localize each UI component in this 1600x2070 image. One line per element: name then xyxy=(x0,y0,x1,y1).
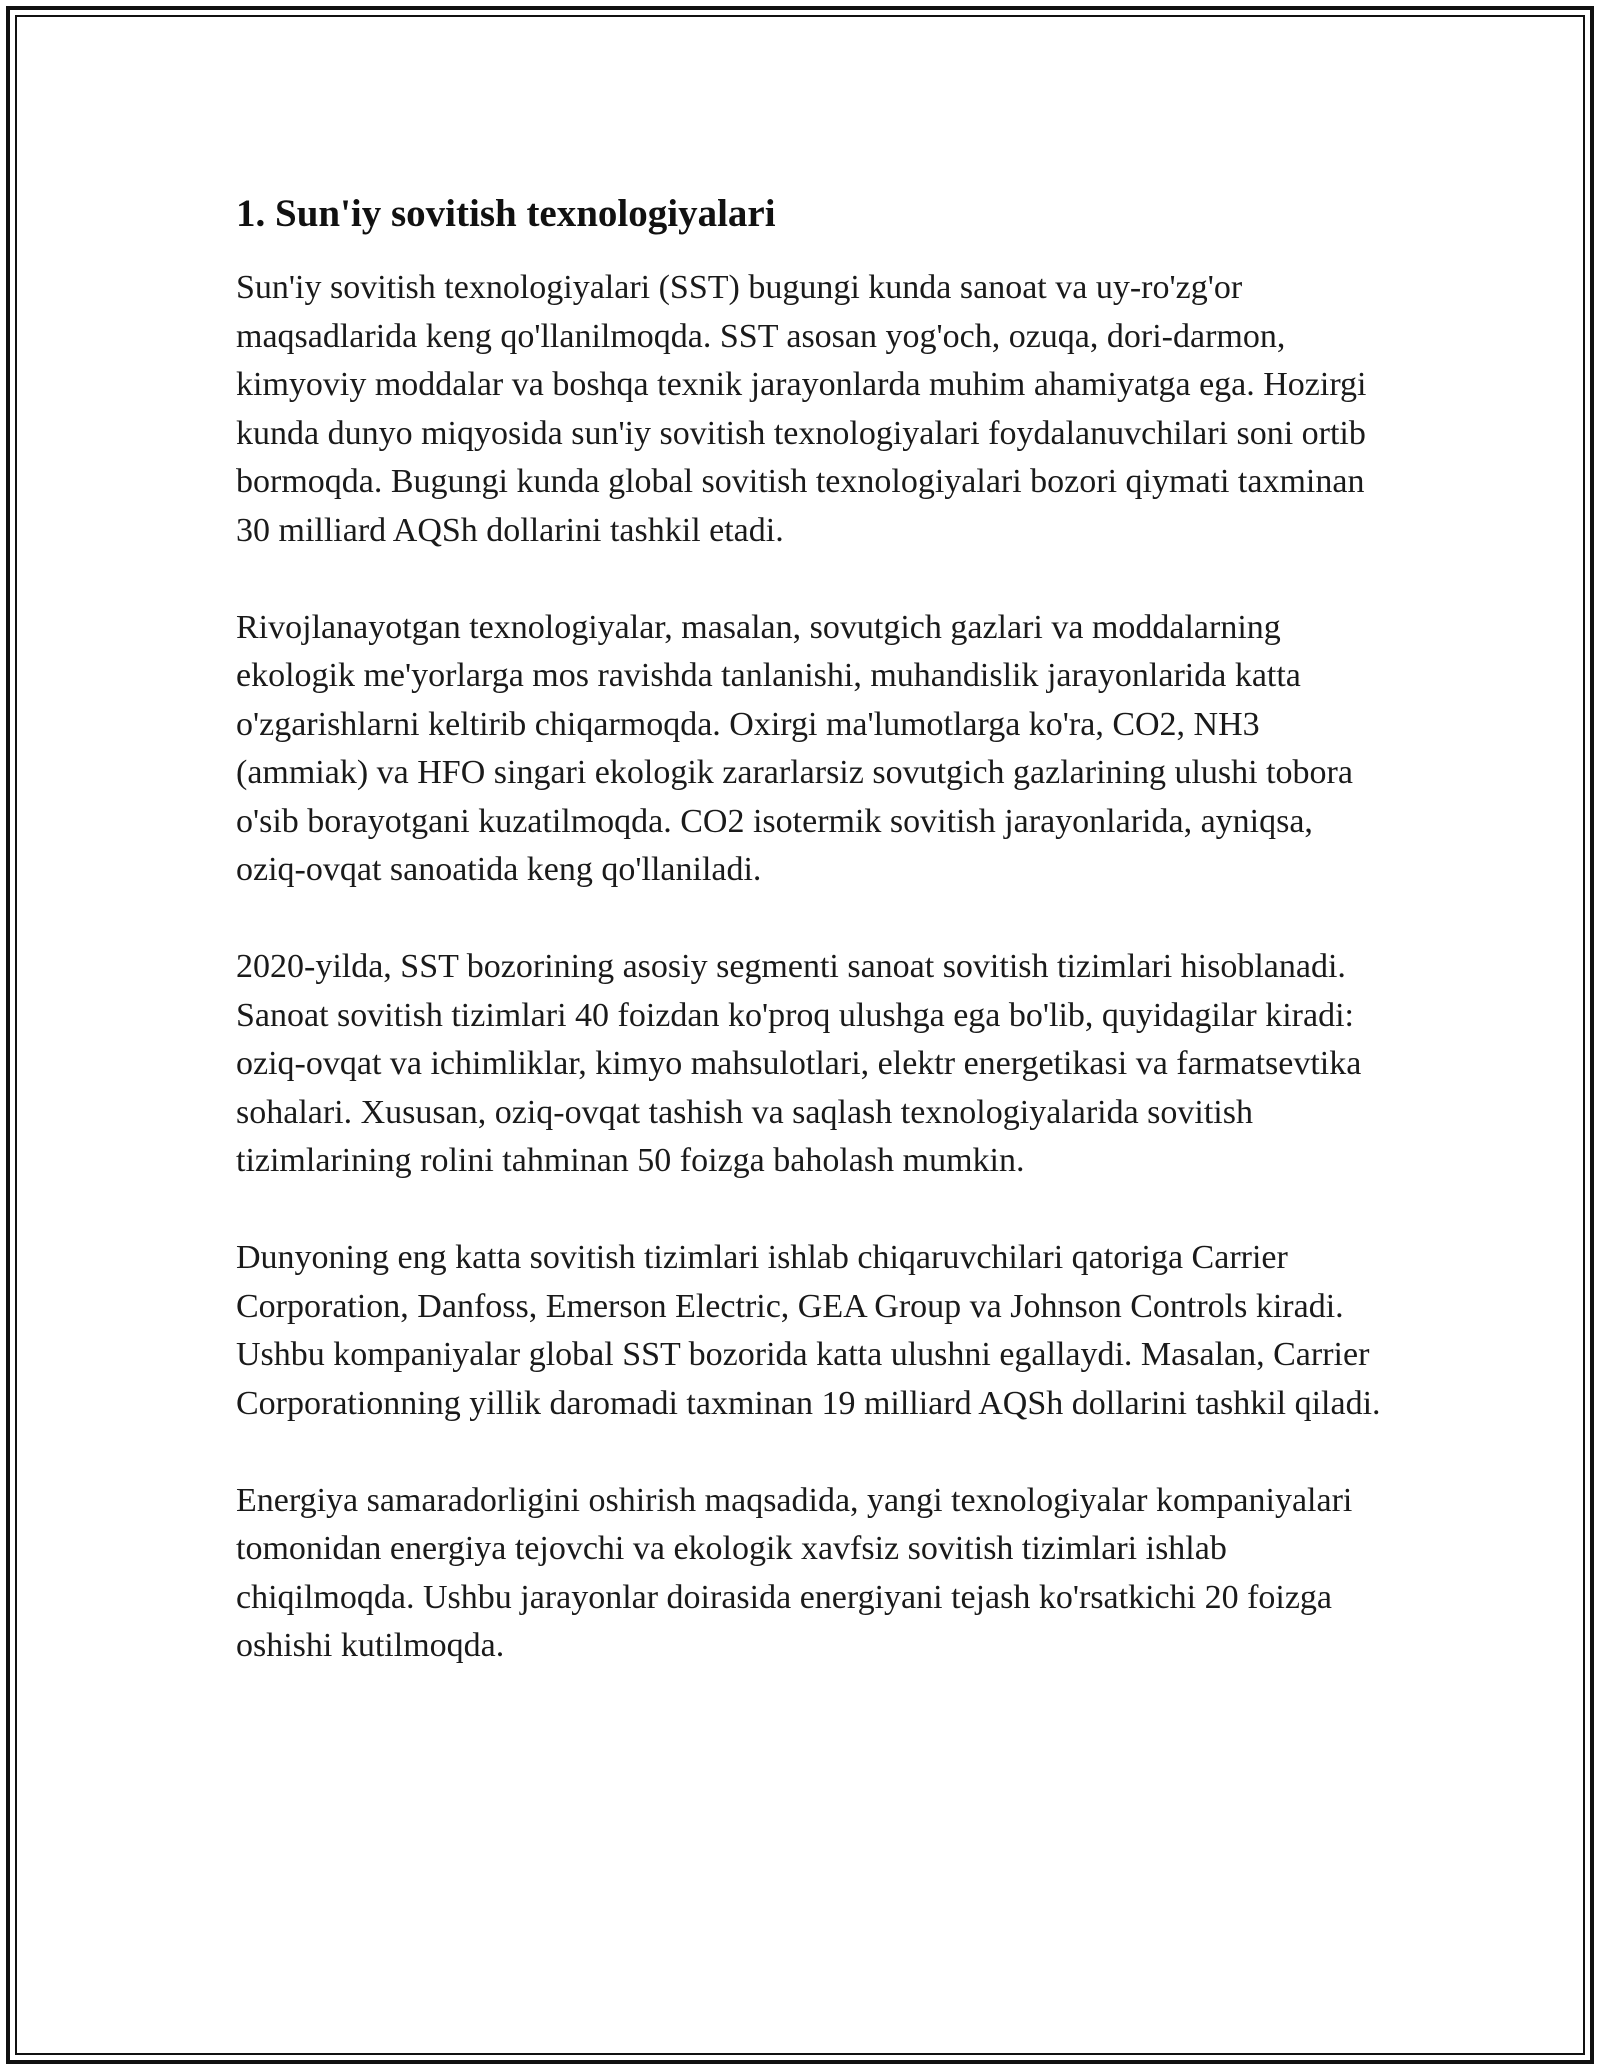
document-title: 1. Sun'iy sovitish texnologiyalari xyxy=(236,192,776,235)
paragraph-4: Dunyoning eng katta sovitish tizimlari ishlab chiqaruvchilari qatoriga Carrier Corporation, Danfoss, Emerson Electric, GEA Group va Johnson Controls kiradi. Ushbu kompaniyalar global SST bozorida katta ulushni egallaydi. Masalan, Carrier Corporationning yillik daromadi taxminan 19 milliard AQSh dollarini tashkil qiladi. xyxy=(236,1239,1381,1422)
document-body xyxy=(236,186,1386,1719)
paragraph-5: Energiya samaradorligini oshirish maqsadida, yangi texnologiyalar kompaniyalari tomonidan energiya tejovchi va ekologik xavfsiz sovitish tizimlari ishlab chiqilmoqda. Ushbu jarayonlar doirasida energiyani tejash ko'rsatkichi 20 foizga oshishi kutilmoqda. xyxy=(236,1481,1353,1664)
paragraph-1: Sun'iy sovitish texnologiyalari (SST) bugungi kunda sanoat va uy-ro'zg'or maqsadlarida keng qo'llanilmoqda. SST asosan yog'och, ozuqa, dori-darmon, kimyoviy moddalar va boshqa texnik jarayonlarda muhim ahamiyatga ega. Hozirgi kunda dunyo miqyosida sun'iy sovitish texnologiyalari foydalanuvchilari soni ortib bormoqda. Bugungi kunda global sovitish texnologiyalari bozori qiymati taxminan 30 milliard AQSh dollarini tashkil etadi. xyxy=(236,269,1367,549)
paragraph-2: Rivojlanayotgan texnologiyalar, masalan, sovutgich gazlari va moddalarning ekologik me'yorlarga mos ravishda tanlanishi, muhandislik jarayonlarida katta o'zgarishlarni keltirib chiqarmoqda. Oxirgi ma'lumotlarga ko'ra, CO2, NH3 (ammiak) va HFO singari ekologik zararlarsiz sovutgich gazlarining ulushi tobora o'sib borayotgani kuzatilmoqda. CO2 isotermik sovitish jarayonlarida, ayniqsa, oziq-ovqat sanoatida keng qo'llaniladi. xyxy=(236,608,1353,888)
paragraph-3: 2020-yilda, SST bozorining asosiy segmenti sanoat sovitish tizimlari hisoblanadi. Sanoat sovitish tizimlari 40 foizdan ko'proq ulushga ega bo'lib, quyidagilar kiradi: oziq-ovqat va ichimliklar, kimyo mahsulotlari, elektr energetikasi va farmatsevtika sohalari. Xususan, oziq-ovqat tashish va saqlash texnologiyalarida sovitish tizimlarining rolini tahminan 50 foizga baholash mumkin. xyxy=(236,948,1362,1179)
